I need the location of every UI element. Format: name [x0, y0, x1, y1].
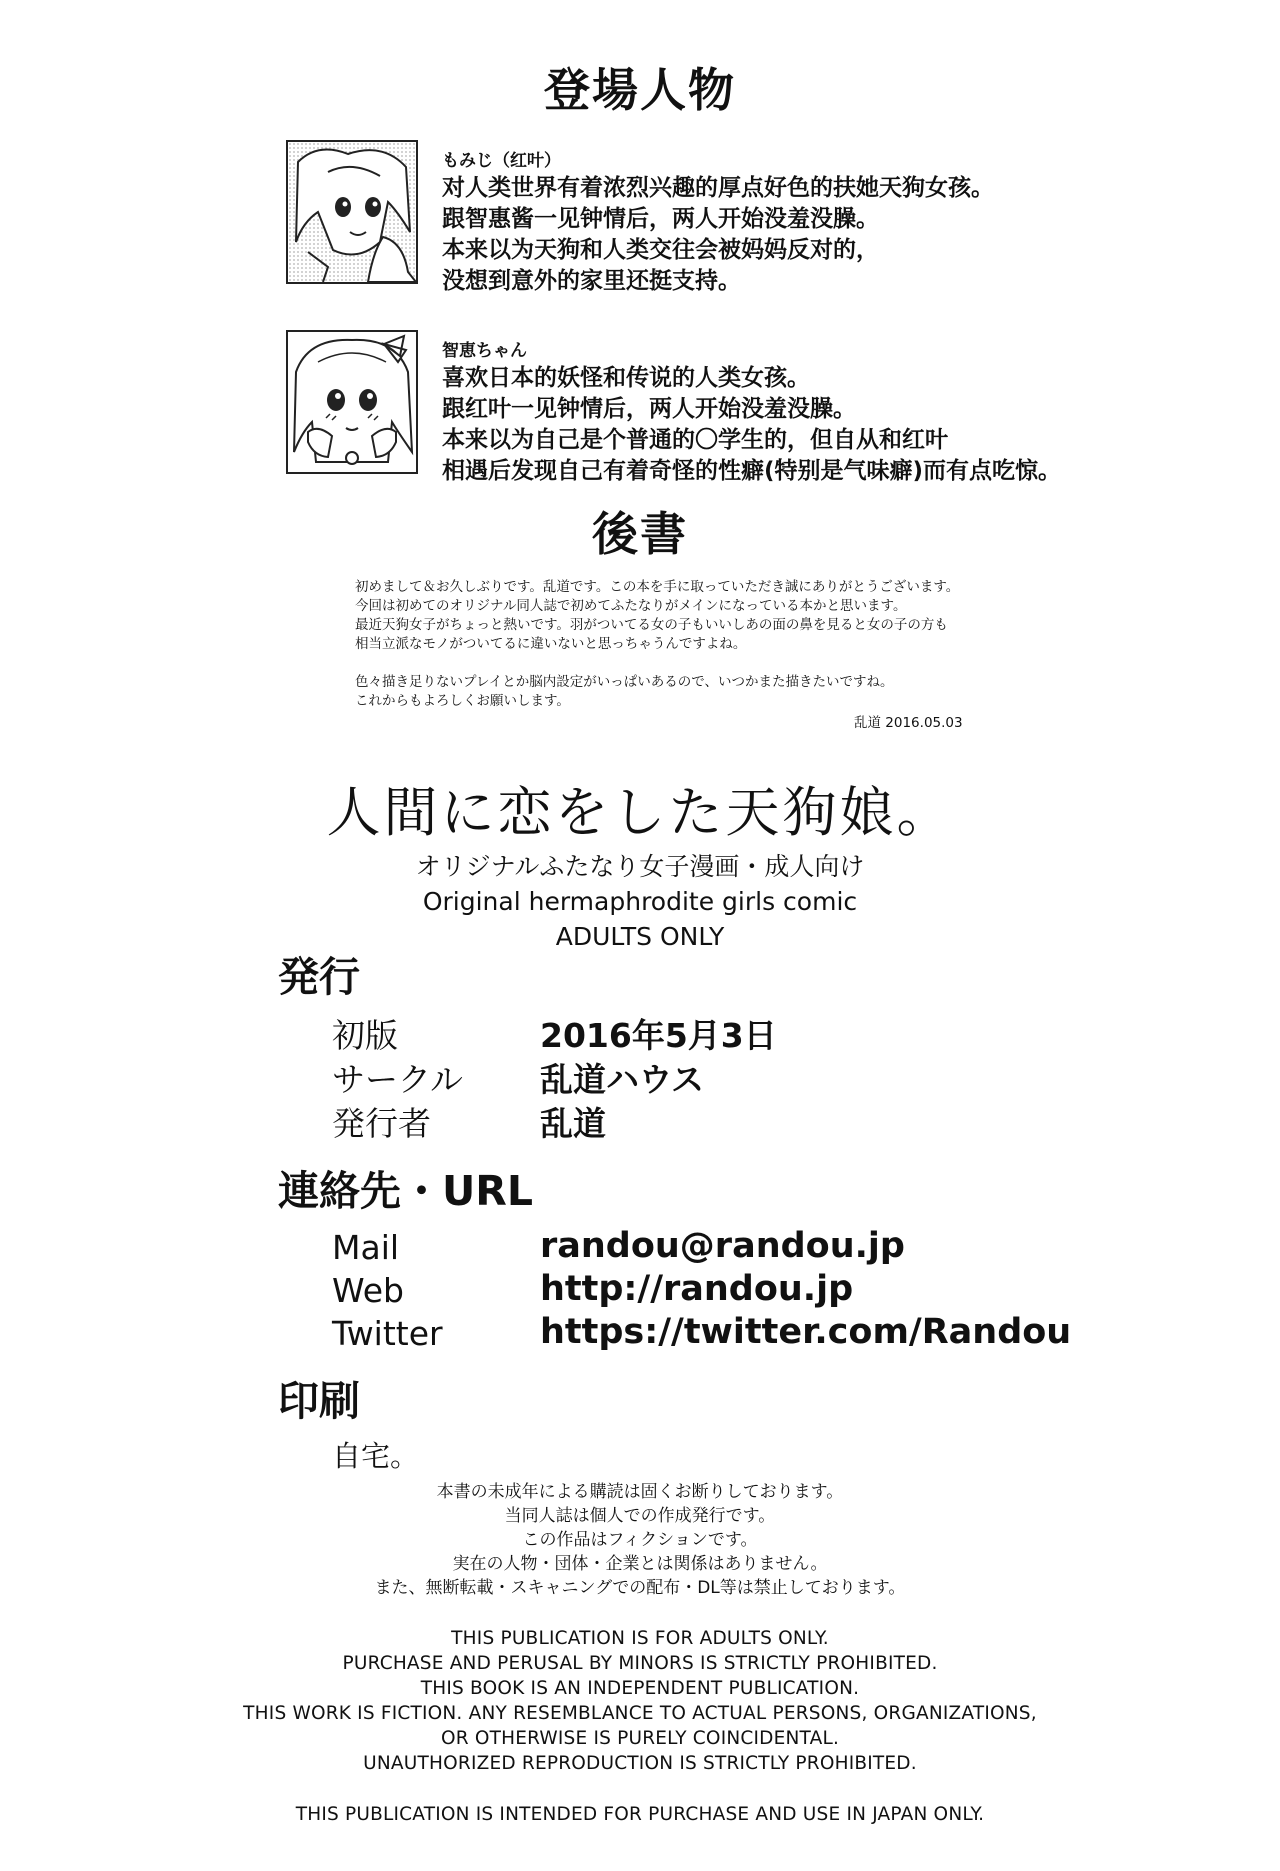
printing-heading: 印刷: [278, 1377, 360, 1425]
contact-label: Mail: [332, 1228, 400, 1267]
character-description: [442, 363, 1061, 487]
momiji-portrait: [286, 140, 418, 284]
afterword-line: 最近天狗女子がちょっと熱いです。羽がついてる女の子もいいしあの面の鼻を見ると女の子の方も: [355, 617, 948, 633]
notice-footer: THIS PUBLICATION IS INTENDED FOR PURCHASE AND USE IN JAPAN ONLY.: [295, 1804, 985, 1825]
publish-label: サークル: [332, 1060, 464, 1099]
notice-en: [0, 1626, 1280, 1776]
notice-line: また、無断転載・スキャニングでの配布・DL等は禁止しております。: [374, 1578, 906, 1598]
notice-line: 本書の未成年による購読は固くお断りしております。: [436, 1482, 844, 1502]
notice-line: THIS WORK IS FICTION. ANY RESEMBLANCE TO ACTUAL PERSONS, ORGANIZATIONS,: [243, 1703, 1037, 1724]
subtitle-line: ADULTS ONLY: [555, 922, 725, 951]
publish-label: 初版: [332, 1016, 398, 1055]
notice-line: PURCHASE AND PERUSAL BY MINORS IS STRICTLY PROHIBITED.: [342, 1653, 938, 1674]
afterword-line: 今回は初めてのオリジナル同人誌で初めてふたなりがメインになっている本かと思います。: [355, 598, 907, 614]
afterword-line: これからもよろしくお願いします。: [355, 693, 570, 709]
description-line: 没想到意外的家里还挺支持。: [442, 268, 741, 294]
description-line: 对人类世界有着浓烈兴趣的厚点好色的扶她天狗女孩。: [442, 175, 994, 201]
publish-value: 2016年5月3日: [540, 1016, 777, 1055]
contact-heading: 連絡先・URL: [278, 1167, 533, 1215]
afterword-spacer: [355, 654, 959, 673]
notice-line: OR OTHERWISE IS PURELY COINCIDENTAL.: [440, 1728, 840, 1749]
notice-line: THIS PUBLICATION IS FOR ADULTS ONLY.: [451, 1628, 829, 1649]
contact-value: http://randou.jp: [540, 1269, 854, 1309]
notice-line: この作品はフィクションです。: [522, 1530, 758, 1550]
characters-heading: 登場人物: [544, 63, 736, 117]
publish-heading: 発行: [278, 953, 360, 1001]
notice-line: 実在の人物・団体・企業とは関係はありません。: [452, 1554, 828, 1574]
notice-line: 当同人誌は個人での作成発行です。: [504, 1506, 776, 1526]
subtitle-block: [0, 849, 1280, 954]
description-line: 本来以为自己是个普通的〇学生的，但自从和红叶: [442, 427, 948, 453]
description-line: 相遇后发现自己有着奇怪的性癖(特别是气味癖)而有点吃惊。: [442, 458, 1062, 484]
afterword-line: 相当立派なモノがついてるに違いないと思っちゃうんですよね。: [355, 636, 747, 652]
publish-value: 乱道: [540, 1104, 606, 1143]
character-name: 智恵ちゃん: [442, 341, 527, 361]
chie-portrait: [286, 330, 418, 474]
subtitle-line: Original hermaphrodite girls comic: [422, 887, 858, 916]
character-name: もみじ（红叶）: [442, 151, 561, 171]
afterword-heading: 後書: [592, 507, 688, 561]
afterword-line: 初めまして＆お久しぶりです。乱道です。この本を手に取っていただき誠にありがとうございます。: [355, 579, 960, 595]
notice-line: UNAUTHORIZED REPRODUCTION IS STRICTLY PROHIBITED.: [363, 1753, 917, 1774]
book-title: 人間に恋をした天狗娘。: [326, 781, 954, 844]
contact-value: randou@randou.jp: [540, 1226, 905, 1266]
description-line: 跟智惠酱一见钟情后，两人开始没羞没臊。: [442, 206, 879, 232]
afterword-line: 色々描き足りないプレイとか脳内設定がいっぱいあるので、いつかまた描きたいですね。: [355, 674, 894, 690]
publish-value: 乱道ハウス: [540, 1060, 705, 1099]
contact-value: https://twitter.com/Randou: [540, 1312, 1072, 1352]
notice-jp: [0, 1480, 1280, 1600]
afterword-signature: 乱道 2016.05.03: [854, 715, 963, 731]
contact-label: Web: [332, 1271, 404, 1310]
publish-label: 発行者: [332, 1104, 431, 1143]
character-description: [442, 173, 994, 297]
printing-value: 自宅。: [332, 1439, 420, 1473]
afterword-text: [355, 578, 959, 711]
notice-line: THIS BOOK IS AN INDEPENDENT PUBLICATION.: [420, 1678, 860, 1699]
description-line: 跟红叶一见钟情后，两人开始没羞没臊。: [442, 396, 856, 422]
description-line: 喜欢日本的妖怪和传说的人类女孩。: [442, 365, 810, 391]
contact-label: Twitter: [332, 1314, 443, 1353]
subtitle-line: オリジナルふたなり女子漫画・成人向け: [415, 852, 865, 881]
description-line: 本来以为天狗和人类交往会被妈妈反对的，: [442, 237, 879, 263]
